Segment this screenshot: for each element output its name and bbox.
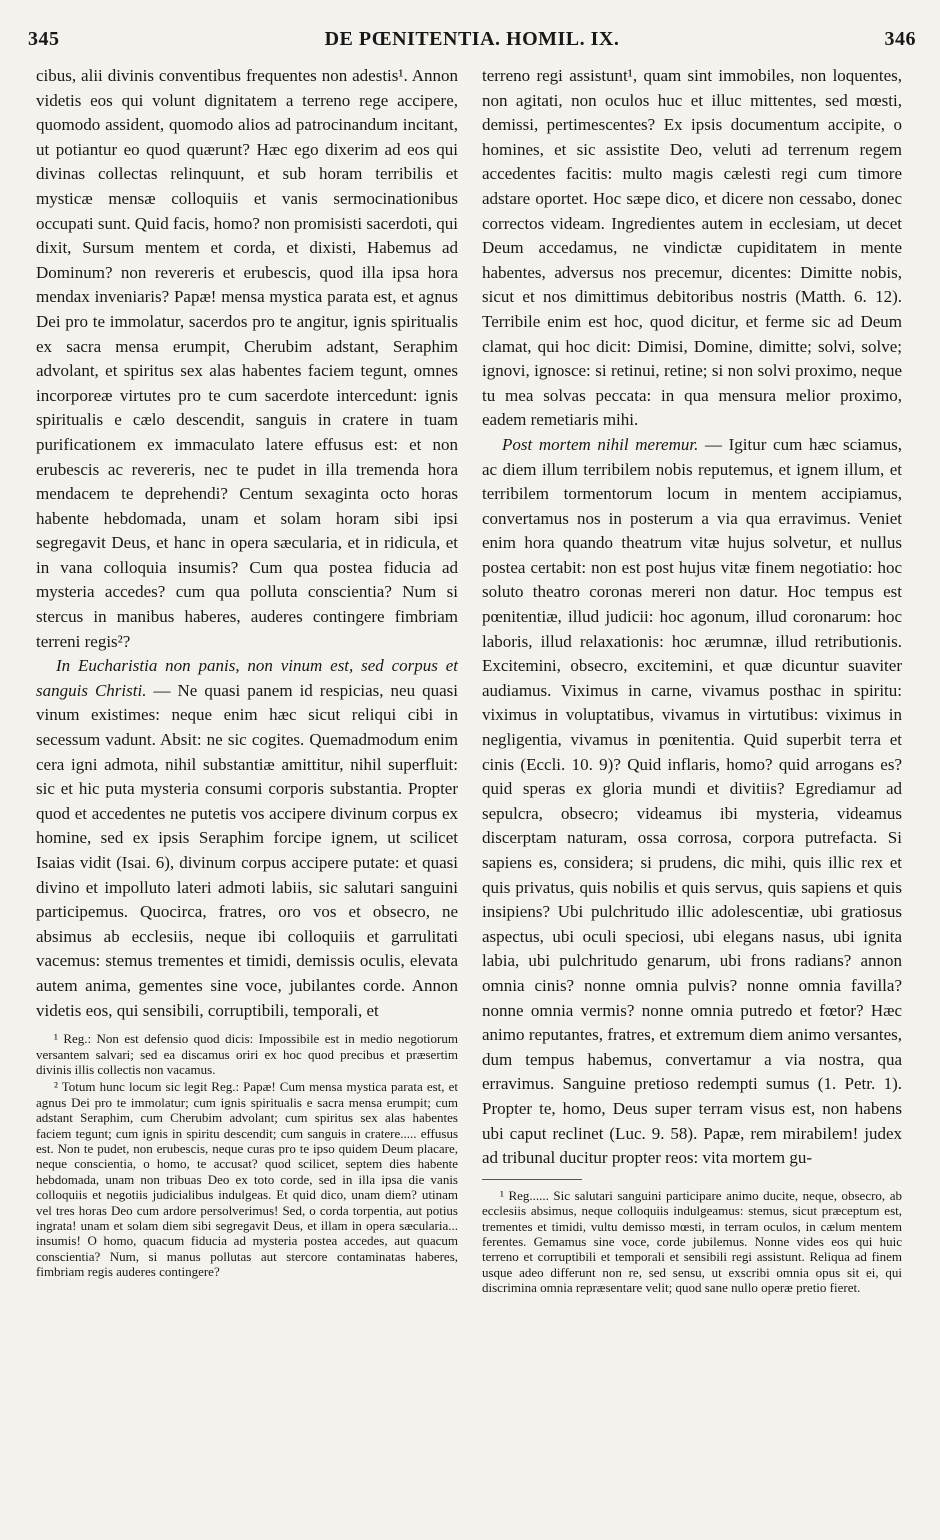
right-paragraph-1: terreno regi assistunt¹, quam sint immobiles, non loquentes, non agitati, non oculos huc et illuc mittentes, sed mœsti, demissi, pertimescentes? Ex ipsis documentum accipite, o homines, et sic assistite Deo, veluti ad terrenum regem accedentes facitis: multo magis cælesti regi cum timore adstare oportet. Hoc sæpe dico, et dicere non cessabo, donec correctos videam. Ingredientes autem in ecclesiam, ut decet Deum accedamus, ne vindictæ cupiditatem in mente habentes, adversus nos precemur, dicentes: Dimitte nobis, sicut et nos dimittimus debitoribus nostris (Matth. 6. 12). Terribile enim est hoc, quod dicitur, et ferme sic ad Deum clamat, qui hoc dicit: Dimisi, Domine, dimitte; solvi, solve; ignovi, ignosce: si retinui, retine; si non solvi proximo, neque tu mea solvas peccata: in qua mensura melior proximo, eadem remetiaris mihi. bbox=[482, 66, 902, 430]
left-paragraph-2 bbox=[36, 654, 458, 1023]
right-paragraph-2 bbox=[482, 433, 902, 1171]
right-footnotes bbox=[482, 1188, 902, 1296]
page-number-left: 345 bbox=[28, 28, 60, 50]
left-paragraph-2-text: — Ne quasi panem id respicias, neu quasi vinum existimes: neque enim hæc sicut reliqui cibi in secessum vadunt. Absit: ne sic cogites. Quemadmodum enim cera igni admota, nihil substantiæ amittitur, nihil superfluit: sic et hic puta mysteria consumi corporis substantia. Propter quod et accedentes ne putetis vos accipere divinum corpus ex homine, sed ex ipsis Seraphim forcipe ignem, ut scilicet Isaias vidit (Isai. 6), divinum corpus accipere putate: et quasi divino et impolluto lateri admoti labiis, sic salutari sanguini participemus. Quocirca, fratres, oro vos et obsecro, ne absimus ab ecclesiis, neque ibi colloquiis et garrulitati vacemus: stemus trementes et timidi, demissis oculis, elevata autem anima, gementes sine voce, jubilantes corde. Annon videtis eos, qui sensibili, corruptibili, temporali, et bbox=[36, 680, 458, 1020]
left-paragraph-1: cibus, alii divinis conventibus frequentes non adestis¹. Annon videtis eos qui volunt dignitatem a terreno rege accipere, quomodo assident, quomodo alios ad patrocinandum incitant, ut potiantur eo quod quærunt? Hæc ego dixerim ad eos qui divinas collectas relinquunt, et sub horam terribilis et mysticæ mensæ colloquiis et vanis sermocinationibus occupati sunt. Quid facis, homo? non promisisti sacerdoti, qui dixit, Sursum mentem et corda, et dixisti, Habemus ad Dominum? non revereris et erubescis, quod illa ipsa hora mendax inveniaris? Papæ! mensa mystica parata est, et agnus Dei pro te immolatur, sacerdos pro te angitur, ignis spiritualis ex sacra mensa erumpit, Cherubim adstant, Seraphim advolant, et spiritus sex alas habentes faciem tegunt, omnes incorporeæ virtutes pro te cum sacerdote intercedunt: ignis spiritualis e cælo descendit, sanguis in cratere in tuam purificationem ex immaculato latere effusus est: et non erubescis ac revereris, nec te pudet in illa tremenda hora mendacem te deprehendi? Centum sexaginta octo horas habente hebdomada, unam et solam horam sibi ipsi segregavit Deus, et hanc in opera sæcularia, et in ridicula, et in vana colloquia insumis? Cum qua postea fiducia ad mysteria accedes? cum qua polluta conscientia? Num si stercus in manibus haberes, auderes contingere fimbriam terreni regis²? bbox=[36, 66, 458, 651]
footnote-2: ² Totum hunc locum sic legit Reg.: Papæ! Cum mensa mystica parata est, et agnus Dei pro te immolatur; cum ignis spiritualis e sacra mensa erumpit; cum adstant Seraphim, cum Cherubim advolant; cum spiritus sex alas habentes faciem tegunt; cum ignis in spiritu descendit; cum sanguis in cratere..... effusus est. Non te pudet, non erubescis, neque curas pro te ipso quidem Deum placare, neque conscientia, o homo, te accusat? quod scilicet, septem dies habente hebdomada, unam non tribuas Deo ex toto corde, sed in illa ipsa die vanis colloquiis et negotiis judicialibus indulgeas. Et quid dico, unam diem? utinam vel tres horas Deo cum ardore persolverimus! Sed, o corda torpentia, aut potius ingrata! unam et solam diem sibi segregavit Deus, et illam in opera sæcularia... insumis! O homo, quacum fiducia ad mysteria postea accedes, aut quacum conscientia? Num, si manus pollutas aut stercore contaminatas haberes, fimbriam regis auderes contingere? bbox=[36, 1079, 458, 1280]
right-section-heading: Post mortem nihil meremur. bbox=[502, 434, 699, 454]
running-header bbox=[28, 28, 916, 54]
left-section-heading: In Eucharistia non panis, non vinum est, sed corpus et sanguis Christi. bbox=[36, 656, 458, 700]
footnote-1: ¹ Reg.: Non est defensio quod dicis: Impossibile est in medio negotiorum versantem salvari; sed ea discamus oriri ex hoc quod precibus et præsertim divinis illis collectis non vacamus. bbox=[36, 1031, 458, 1077]
left-footnotes bbox=[36, 1031, 458, 1280]
left-body-text bbox=[36, 64, 458, 1023]
footnote-divider bbox=[482, 1179, 582, 1180]
right-paragraph-2-text: — Igitur cum hæc sciamus, ac diem illum terribilem nobis reputemus, et ignem illum, et terribilem tormentorum locum in mentem accipiamus, convertamus nos in posterum a via qua erravimus. Veniet enim hora quando theatrum vitæ hujus solvetur, et nullus postea certabit: non est post hujus vitæ finem negotiatio: hoc soluto theatro coronas mereri non datur. Hoc tempus est pœnitentiæ, illud judicii: hoc agonum, illud coronarum: hoc laboris, illud relaxationis: hoc ærumnæ, illud retributionis. Excitemini, obsecro, excitemini, et quæ dicuntur suaviter audiamus. Viximus in carne, vivamus posthac in spiritu: viximus in voluptatibus, vivamus in virtutibus: viximus in negligentia, vivamus in pœnitentia. Quid superbit terra et cinis (Eccli. 10. 9)? Quid inflaris, homo? quid arrogans es? quid speras ex gloria mundi et divitiis? Egrediamur ad sepulcra, obsecro; videamus ibi mysteria, videamus discerptam naturam, ossa corrosa, corpora putrefacta. Si sapiens es, considera; si prudens, dic mihi, quis illic rex et quis privatus, quis nobilis et quis servus, quis sapiens et quis insipiens? Ubi pulchritudo illic adolescentiæ, ubi gratiosus aspectus, ubi oculi speciosi, ubi elegans nasus, ubi ignita labia, ubi pulchritudo genarum, ubi frons radians? annon omnia cinis? nonne omnia pulvis? nonne omnia favilla? nonne omnia vermis? nonne omnia putredo et fœtor? Hæc animo reputantes, fratres, et extremum diem animo versantes, dum tempus habemus, convertamur a via nostra, qua erravimus. Sanguine pretioso redempti sumus (1. Petr. 1). Propter te, homo, Deus super terram visus est, non habens ubi caput reclinet (Luc. 9. 58). Papæ, rem mirabilem! judex ad tribunal ducitur propter reos: vita mortem gu- bbox=[482, 434, 902, 1168]
right-footnote-1: ¹ Reg...... Sic salutari sanguini participare animo ducite, neque, obsecro, ab ecclesiis absimus, neque colloquiis indulgeamus: stemus, sicut præceptum est, trementes et timidi, vultu demisso mœsti, in terram oculos, in cælum mentem ferentes. Gemamus sine voce, corde jubilemus. Nonne vides eos qui huic terreno et corruptibili et temporali et sensibili regi assistunt. Reliqua ad finem usque adeo differunt non re, sed sensu, ut exscribi omnia opus sit ei, qui discrimina omnia repræsentare velit; quod sane nullo operæ pretio fieret. bbox=[482, 1187, 902, 1296]
left-column bbox=[36, 64, 458, 1282]
right-column bbox=[482, 64, 902, 1298]
running-title: DE PŒNITENTIA. HOMIL. IX. bbox=[324, 28, 620, 50]
right-body-text bbox=[482, 64, 902, 1171]
page-number-right: 346 bbox=[884, 28, 916, 50]
